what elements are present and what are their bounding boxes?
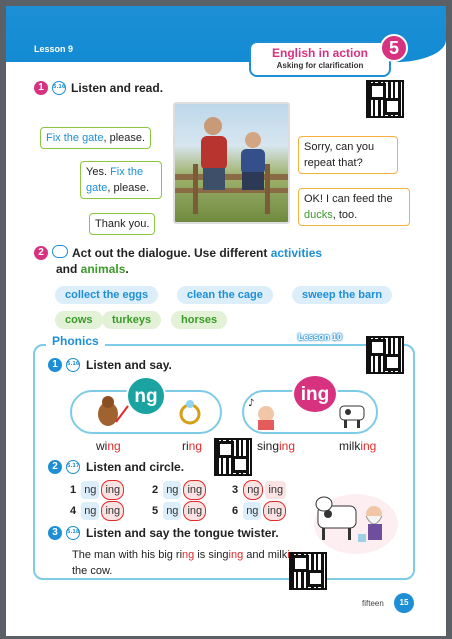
item-number: 1 bbox=[70, 484, 77, 496]
circle-item-2[interactable] bbox=[152, 480, 206, 498]
exercise-title: Listen and read. bbox=[71, 81, 164, 95]
ing-sound-badge: ing bbox=[292, 374, 338, 414]
highlight-text: animals bbox=[80, 262, 126, 276]
qr-code-icon[interactable] bbox=[366, 336, 404, 374]
option-ng-circled[interactable]: ng bbox=[243, 480, 263, 500]
bubble-text: , please. bbox=[107, 182, 150, 194]
tongue-twister bbox=[72, 547, 302, 579]
option-ing-circled[interactable]: ing bbox=[101, 501, 124, 521]
option-ng[interactable]: ng bbox=[163, 481, 181, 499]
speech-bubble bbox=[298, 136, 398, 174]
exercise-title-line2 bbox=[56, 262, 129, 276]
qr-code-icon[interactable] bbox=[366, 80, 404, 118]
word-ending: ing bbox=[360, 439, 377, 453]
highlight-text: activities bbox=[270, 246, 323, 260]
circle-item-3[interactable] bbox=[232, 480, 286, 498]
highlight-text: Fix the bbox=[110, 166, 144, 178]
circle-item-5[interactable] bbox=[152, 501, 206, 519]
exercise-number: 1 bbox=[34, 81, 48, 95]
exercise-number: 2 bbox=[34, 246, 48, 260]
item-number: 6 bbox=[232, 505, 239, 517]
banner-title: English in action bbox=[271, 46, 368, 60]
exercise-number: 1 bbox=[48, 358, 62, 372]
twister-text: The man with his big ri bbox=[72, 549, 183, 561]
item-number: 5 bbox=[152, 505, 159, 517]
bubble-text: , too. bbox=[332, 209, 358, 221]
phonics-word bbox=[339, 439, 376, 453]
item-number: 4 bbox=[70, 505, 77, 517]
option-ing-circled[interactable]: ing bbox=[263, 501, 286, 521]
phonics-word bbox=[182, 439, 202, 453]
audio-track-icon[interactable]: 5.17 bbox=[66, 460, 80, 474]
option-ng[interactable]: ng bbox=[243, 502, 261, 520]
animal-chip: horses bbox=[171, 311, 227, 329]
item-number: 2 bbox=[152, 484, 159, 496]
option-ing-circled[interactable]: ing bbox=[101, 480, 124, 500]
banner-subtitle: Asking for clarification bbox=[276, 61, 364, 70]
title-text: and bbox=[56, 262, 81, 276]
exercise-title: Listen and say the tongue twister. bbox=[86, 526, 279, 540]
bubble-text: Sorry, can you repeat that? bbox=[304, 141, 375, 169]
highlight-text: gate bbox=[86, 182, 108, 194]
word-ending: ng bbox=[107, 439, 121, 453]
speech-icon bbox=[52, 245, 68, 258]
activity-chip: collect the eggs bbox=[55, 286, 158, 304]
title-text: . bbox=[125, 262, 129, 276]
lesson-label: Lesson 9 bbox=[34, 44, 74, 54]
word-ending: ng bbox=[188, 439, 203, 453]
animal-chip: turkeys bbox=[102, 311, 161, 329]
qr-code-icon[interactable] bbox=[289, 552, 327, 590]
option-ng[interactable]: ng bbox=[81, 481, 99, 499]
twister-highlight: ng bbox=[182, 549, 195, 561]
audio-track-icon[interactable]: 5.16 bbox=[66, 358, 80, 372]
page-number: 15 bbox=[394, 593, 414, 613]
twister-text: is sing bbox=[194, 549, 229, 561]
circle-item-1[interactable] bbox=[70, 480, 124, 498]
item-number: 3 bbox=[232, 484, 239, 496]
word-stem: sing bbox=[257, 439, 280, 453]
textbook-page bbox=[6, 6, 446, 636]
title-text: Act out the dialogue. Use different bbox=[72, 246, 271, 260]
highlight-text: ducks bbox=[304, 209, 333, 221]
activity-chip: clean the cage bbox=[177, 286, 273, 304]
activity-chip: sweep the barn bbox=[292, 286, 392, 304]
option-ng[interactable]: ng bbox=[163, 502, 181, 520]
option-ng[interactable]: ng bbox=[81, 502, 99, 520]
ng-sound-badge: ng bbox=[126, 376, 166, 416]
highlight-text: Fix the gate bbox=[46, 132, 104, 144]
speech-bubble bbox=[298, 188, 410, 226]
bubble-text: , please. bbox=[103, 132, 146, 144]
exercise-title bbox=[72, 245, 412, 262]
exercise-title: Listen and say. bbox=[86, 358, 172, 372]
farm-photo bbox=[173, 102, 290, 224]
circle-item-6[interactable] bbox=[232, 501, 286, 519]
qr-code-icon[interactable] bbox=[214, 438, 252, 476]
exercise-number: 3 bbox=[48, 526, 62, 540]
bubble-text: OK! I can feed the bbox=[304, 193, 393, 205]
word-ending: ing bbox=[279, 439, 296, 453]
word-stem: wi bbox=[96, 439, 108, 453]
twister-text: the cow. bbox=[72, 565, 113, 577]
unit-number-badge: 5 bbox=[380, 34, 408, 62]
phonics-tab: Phonics bbox=[46, 333, 105, 350]
audio-track-icon[interactable]: 5.18 bbox=[66, 526, 80, 540]
exercise-number: 2 bbox=[48, 460, 62, 474]
word-stem: ri bbox=[182, 439, 189, 453]
svg-text:♪: ♪ bbox=[248, 398, 255, 409]
circle-item-4[interactable] bbox=[70, 501, 124, 519]
option-ing[interactable]: ing bbox=[265, 481, 286, 499]
speech-bubble bbox=[80, 161, 162, 199]
phonics-word bbox=[96, 439, 121, 453]
audio-track-icon[interactable]: 5.16 bbox=[52, 81, 66, 95]
option-ing-circled[interactable]: ing bbox=[183, 480, 206, 500]
bubble-text: Thank you. bbox=[95, 218, 150, 230]
cow-and-man-illustration bbox=[306, 476, 406, 556]
option-ing-circled[interactable]: ing bbox=[183, 501, 206, 521]
section-banner bbox=[249, 41, 391, 77]
bubble-text: Yes. bbox=[86, 166, 111, 178]
page-word: fifteen bbox=[362, 599, 384, 608]
word-stem: milk bbox=[339, 439, 361, 453]
lesson-label: Lesson 10 bbox=[298, 332, 343, 342]
speech-bubble bbox=[40, 127, 151, 149]
phonics-word bbox=[257, 439, 295, 453]
twister-highlight: ing bbox=[228, 549, 244, 561]
speech-bubble bbox=[89, 213, 155, 235]
exercise-title: Listen and circle. bbox=[86, 460, 185, 474]
animal-chip: cows bbox=[55, 311, 103, 329]
twister-text: and milk bbox=[243, 549, 288, 561]
